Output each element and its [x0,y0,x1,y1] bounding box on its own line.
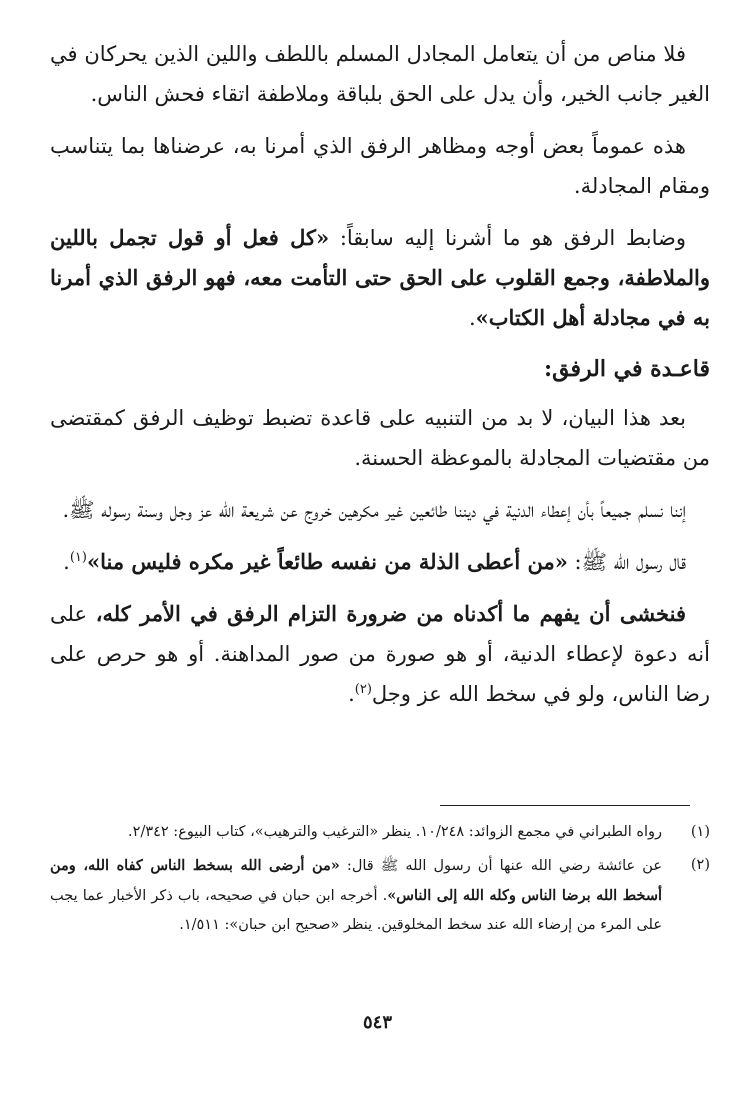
footnotes [50,818,710,944]
footnote-1-number: (١) [690,824,710,840]
paragraph-3-end: . [468,306,476,330]
footnote-ref-2[interactable]: (٢) [354,682,372,697]
paragraph-7-end: . [348,682,355,706]
footnote-2 [50,851,710,940]
paragraph-5-text: إننا نسلم جميعاً بأن إعطاء الدنية في ديننا طائعين غير مكرهين خروج عن شريعة الله عز وجل وسنة رسوله ﷺ. [62,498,686,522]
paragraph-5 [50,490,710,530]
paragraph-7-rest: على أنه دعوة لإعطاء الدنية، أو هو صورة من صور المداهنة. أو هو حرص على رضا الناس، ولو في سخط الله عز وجل [50,602,710,706]
footnote-2-number: (٢) [690,857,710,873]
paragraph-4-text: بعد هذا البيان، لا بد من التنبيه على قاعدة تضبط توظيف الرفق كمقتضى من مقتضيات المجادلة بالموعظة الحسنة. [50,406,710,470]
footnote-2-lead: عن عائشة رضي الله عنها أن رسول الله ﷺ قال: [339,858,662,874]
hadith-quote: «من أعطى الذلة من نفسه طائعاً غير مكره فليس منا» [86,549,568,574]
paragraph-3-quote: «كل فعل أو قول تجمل باللين والملاطفة، وجمع القلوب على الحق حتى التأمت معه، فهو الرفق الذي أمرنا به في مجادلة أهل الكتاب» [50,225,710,330]
footnote-1 [50,818,710,847]
footnote-divider [440,805,690,806]
paragraph-1 [50,34,710,114]
footnote-ref-1[interactable]: (١) [69,550,87,565]
page-number: ٥٤٣ [362,1012,392,1033]
footnote-2-body [50,851,662,940]
main-text [50,34,710,726]
footnote-2-rest: . أخرجه ابن حبان في صحيحه، باب ذكر الأخبار عما يجب على المرء من إرضاء الله عند سخط المخلوقين. ينظر «صحيح ابن حبان»: ١/٥١١. [50,888,662,933]
section-heading: قاعـدة في الرفق: [544,356,710,382]
footnote-1-text: رواه الطبراني في مجمع الزوائد: ١٠/٢٤٨. ينظر «الترغيب والترهيب»، كتاب البيوع: ٢/٣٤٢. [128,824,662,840]
paragraph-2 [50,126,710,206]
paragraph-6-end: . [63,550,70,574]
footnote-2-quote: «من أرضى الله بسخط الناس كفاه الله، ومن أسخط الله برضا الناس وكله الله إلى الناس» [50,857,662,904]
paragraph-4 [50,398,710,478]
paragraph-6-lead: قال رسول الله ﷺ: [567,550,686,574]
paragraph-7-bold: فنخشى أن يفهم ما أكدناه من ضرورة التزام الرفق في الأمر كله، [95,601,686,626]
paragraph-3 [50,218,710,338]
paragraph-3-lead: وضابط الرفق هو ما أشرنا إليه سابقاً: [329,226,687,250]
paragraph-7 [50,594,710,714]
paragraph-1-text: فلا مناص من أن يتعامل المجادل المسلم باللطف واللين الذين يحركان في الغير جانب الخير، وأن يدل على الحق بلباقة وملاطفة اتقاء فحش الناس. [50,42,710,106]
paragraph-6 [50,542,710,582]
paragraph-2-text: هذه عموماً بعض أوجه ومظاهر الرفق الذي أمرنا به، عرضناها بما يتناسب ومقام المجادلة. [50,134,710,198]
